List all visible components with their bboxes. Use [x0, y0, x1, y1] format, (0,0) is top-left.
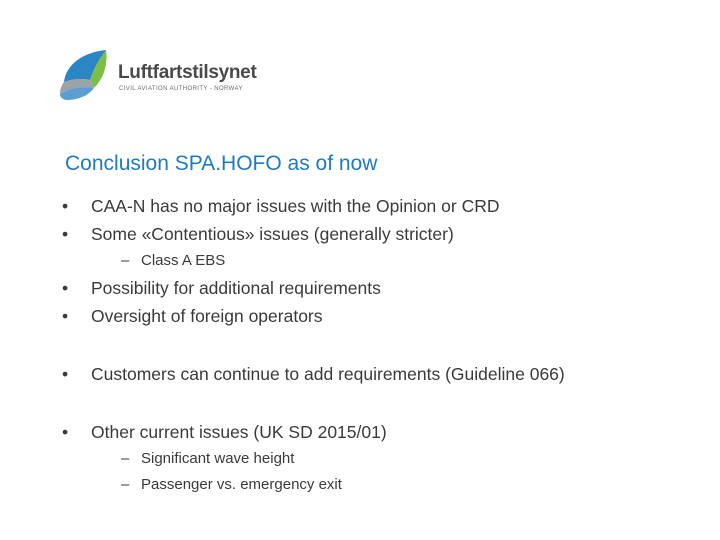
logo-subtitle: CIVIL AVIATION AUTHORITY - NORWAY: [119, 86, 243, 92]
slide-title: Conclusion SPA.HOFO as of now: [65, 152, 378, 175]
sub-bullet-text: Class A EBS: [141, 252, 226, 269]
bullet-item: [62, 192, 702, 220]
sub-bullet-item: [62, 248, 702, 274]
sub-bullet-text: Significant wave height: [141, 450, 295, 467]
bullet-mark: •: [62, 196, 69, 216]
bullet-mark: •: [62, 224, 69, 244]
sub-bullet-item: [62, 446, 702, 472]
dash-mark: –: [121, 252, 130, 269]
dash-mark: –: [121, 450, 130, 467]
bullet-text: Possibility for additional requirements: [91, 278, 381, 298]
bullet-text: Oversight of foreign operators: [91, 306, 323, 326]
bullet-item: [62, 274, 702, 302]
bullet-text: Other current issues (UK SD 2015/01): [91, 422, 387, 442]
bullet-item: [62, 220, 702, 248]
sub-bullet-item: [62, 472, 702, 498]
logo-emblem-icon: [50, 46, 114, 106]
bullet-text: CAA-N has no major issues with the Opinion or CRD: [91, 196, 500, 216]
luftfartstilsynet-logo: [50, 46, 270, 106]
bullet-item: [62, 360, 702, 388]
bullet-item: [62, 418, 702, 446]
bullet-text: Customers can continue to add requirements (Guideline 066): [91, 364, 565, 384]
bullet-item: [62, 302, 702, 330]
logo-name: Luftfartstilsynet: [118, 62, 257, 83]
bullet-mark: •: [62, 278, 69, 298]
bullet-mark: •: [62, 364, 69, 384]
bullet-text: Some «Contentious» issues (generally stricter): [91, 224, 454, 244]
slide-body: [62, 192, 702, 498]
sub-bullet-text: Passenger vs. emergency exit: [141, 476, 342, 493]
bullet-mark: •: [62, 306, 69, 326]
bullet-mark: •: [62, 422, 69, 442]
dash-mark: –: [121, 476, 130, 493]
